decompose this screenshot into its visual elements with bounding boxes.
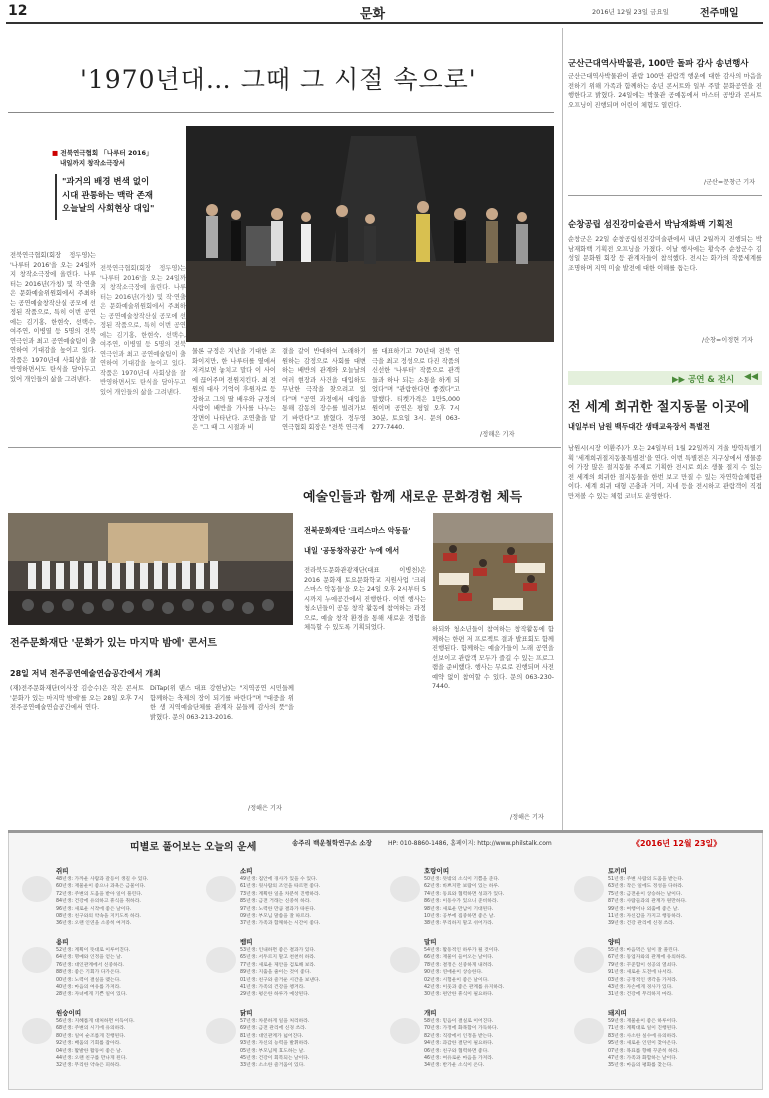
fortune-line: 50년생: 뜻밖의 소식이 기쁨을 준다. bbox=[424, 877, 500, 882]
fortune-item bbox=[18, 866, 196, 932]
second-body-col-2: 하되와 청소년들이 참여하는 창작활동에 함께하는 한편 저 프로젝트 결과 발표회도 함께 진행된다. 함께하는 예술가들이 노래 공연을 선보이고 관람객 모두가 즐길 수 있는 프로그램을 준비했다. 행사는 무료로 진행되며 사전 예약 없이 참여할 수 있다. 문의 063-230-7440. bbox=[432, 626, 554, 690]
fortune-line: 74년생: 동료와 협력하면 성과가 있다. bbox=[424, 891, 505, 897]
zodiac-animal-icon bbox=[22, 1018, 52, 1044]
second-byline: /정해은 기자 bbox=[510, 814, 544, 821]
fortune-line: 44년생: 오랜 친구를 만나게 된다. bbox=[56, 1056, 127, 1061]
fortune-line: 56년생: 지혜롭게 대처하면 이득이다. bbox=[56, 1019, 135, 1024]
fortune-line: 34년생: 반가운 소식이 온다. bbox=[424, 1063, 485, 1069]
fortune-line: 63년생: 작은 일에도 정성을 다하라. bbox=[608, 884, 684, 890]
fortune-line: 96년생: 새로운 시작에 좋은 날이다. bbox=[56, 906, 132, 912]
fortune-line: 82년생: 직장에서 인정을 받는다. bbox=[424, 1033, 494, 1039]
fortune-item bbox=[386, 866, 564, 932]
fortune-line: 89년생: 지출을 줄이는 것이 좋다. bbox=[240, 970, 311, 976]
fortune-line: 02년생: 시험운이 좋은 날이다. bbox=[424, 977, 489, 983]
zodiac-name: 개띠 bbox=[424, 1009, 437, 1017]
right-article-3-title: 전 세계 희귀한 절지동물 이곳에 bbox=[568, 400, 750, 415]
zodiac-animal-icon bbox=[390, 1018, 420, 1044]
fortune-line: 69년생: 금전 관리에 신경 쓰라. bbox=[240, 1026, 307, 1032]
fortune-line: 93년생: 자신의 능력을 발휘하라. bbox=[240, 1041, 310, 1047]
second-kicker: 전북문화재단 '크리스마스 악동들' bbox=[304, 526, 411, 535]
workshop-photo bbox=[433, 513, 553, 621]
fortune-line: 61년생: 윗사람의 조언을 따르면 좋다. bbox=[240, 884, 321, 890]
zodiac-name: 말띠 bbox=[424, 938, 437, 946]
fortune-line: 83년생: 사소한 실수에 유의하라. bbox=[608, 1033, 678, 1039]
second-headline: 예술인들과 함께 새로운 문화경험 체득 bbox=[303, 490, 523, 505]
zodiac-animal-icon bbox=[206, 1018, 236, 1044]
main-kicker: ■ 전북연극협회 「나루터 2016」 bbox=[52, 149, 153, 157]
fortune-item bbox=[202, 937, 380, 1003]
fortune-line: 51년생: 주변 사람의 도움을 받는다. bbox=[608, 877, 684, 882]
issue-date: 2016년 12월 23일 금요일 bbox=[592, 8, 669, 16]
fortune-line: 88년생: 좋은 기회가 다가온다. bbox=[56, 970, 121, 976]
section-label: ▶▶ 공연 & 전시 bbox=[672, 375, 735, 385]
concert-caption-subtitle: 28일 저녁 전주공연예술연습공간에서 개최 bbox=[10, 669, 161, 678]
fortune-line: 58년생: 믿음이 결실로 이어진다. bbox=[424, 1019, 494, 1024]
fortune-line: 49년생: 집안에 경사가 있을 수 있다. bbox=[240, 877, 318, 882]
fortune-line: 86년생: 이동수가 있으니 준비하라. bbox=[424, 899, 499, 905]
fortune-line: 98년생: 새로운 만남이 기대된다. bbox=[424, 906, 494, 912]
fortune-line: 77년생: 새로운 제안을 검토해 보라. bbox=[240, 962, 316, 968]
main-body-col-2: 물론 규정은 지난을 기대한 조화이지만, 한 나루터를 옆에서 지켜보면 놓치고 말다 이 사이에 끊어주며 전원지킨다. 최 전원의 대사 기억이 후원자로 등장하고 그의 딸 배우와 규정의 사람이 배반을 가사를 나누는 장면이 나타난다. 조연출을 맡은 "그 때 그 시절과 비 bbox=[192, 348, 276, 431]
fortune-line: 99년생: 여행이나 외출에 좋은 날. bbox=[608, 906, 679, 912]
zodiac-animal-icon bbox=[574, 876, 604, 902]
fortune-item bbox=[202, 1008, 380, 1074]
fortune-line: 65년생: 서두르지 말고 천천히 하라. bbox=[240, 955, 316, 961]
concert-byline: /정해은 기자 bbox=[248, 805, 282, 812]
fortune-line: 90년생: 연애운이 상승한다. bbox=[424, 970, 483, 976]
fortune-line: 04년생: 활발한 활동이 좋은 날. bbox=[56, 1048, 123, 1054]
fortune-line: 37년생: 가족과 함께하는 시간이 좋다. bbox=[240, 921, 321, 927]
fortune-item bbox=[386, 937, 564, 1003]
fortune-line: 29년생: 평온한 하루가 예상된다. bbox=[240, 992, 310, 998]
fortune-line: 46년생: 여유로운 마음을 가져라. bbox=[424, 1056, 494, 1061]
fortune-line: 84년생: 건강에 유의하고 휴식을 취하라. bbox=[56, 899, 141, 905]
fortune-line: 72년생: 주변의 도움을 받아 일이 풀린다. bbox=[56, 891, 143, 897]
concert-body-col-1: (재)전주문화재단(이사장 김승수)은 작은 콘서트 '문화가 있는 마지막 밤에'를 오는 28일 오후 7시 전주공연예술연습공간에서 연다. bbox=[10, 685, 144, 711]
fortune-line: 38년생: 무리하지 말고 쉬어가라. bbox=[424, 921, 494, 927]
fortune-line: 59년생: 재물운이 좋은 하루이다. bbox=[608, 1019, 678, 1024]
fortune-line: 85년생: 금전 거래는 신중히 하라. bbox=[240, 899, 311, 905]
fortune-line: 33년생: 소소한 즐거움이 있다. bbox=[240, 1063, 305, 1069]
fortune-line: 57년생: 차분하게 일을 처리하라. bbox=[240, 1019, 310, 1024]
right-article-2-body: 순창군은 22일 순창공립섬진강미술관에서 내년 2월까지 진행되는 박남재화백 기획전 오프닝을 가졌다. 이날 행사에는 황숙주 순창군수 김성일 문화원 회장 등 관계자들이 참석했다. 전시는 화가의 작품세계를 조명하며 지역 미술 발전에 대한 이해를 돕는다. bbox=[568, 236, 762, 272]
fortune-line: 40년생: 마음의 여유를 가져라. bbox=[56, 985, 121, 990]
zodiac-name: 소띠 bbox=[240, 867, 253, 875]
fortune-item bbox=[570, 1008, 748, 1074]
main-body-col-1b: 전북연극협회(회장 정두영)는 '나루터 2016'을 오는 24일까지 창작소극장에 올린다. 나루터는 2016년(가칭) 및 작·연출은 문화예술위원회에서 주최하는 공연예술창작산실 공모에 선정된 작품으로, 특히 이번 공연에는 김기홍, 한현숙, 선택수, 여주연, 이병열 등 5명의 전북연극인과 최고 공연예술팀이 출연하여 기대감을 높이고 있다. 작품은 1970년대 사회상을 잘 반영하면서도 탄식을 담아두고 있어 개인들의 삶을 그려낸다. bbox=[100, 265, 186, 396]
zodiac-animal-icon bbox=[22, 947, 52, 973]
fortune-line: 87년생: 사람들과의 관계가 원만하다. bbox=[608, 899, 687, 905]
main-body-col-3: 결을 같이 반대하여 노래하기 원하는 감정으로 사회를 대변하는 배반의 관계와 오늘날의 여러 현장과 사건을 대입하도 무난한 극작을 찾으려고 있다"며 "공연 과정에서 대입을 통해 감동의 장수를 빌려가보기 바란다"고 밝혔다. 정두영 연극협회 회장은 "전북 연극계 bbox=[282, 348, 366, 431]
fortune-date: 《2016년 12월 23일》 bbox=[632, 839, 722, 848]
fortune-line: 41년생: 가족의 건강을 챙겨라. bbox=[240, 985, 305, 990]
fortune-line: 36년생: 오랜 인연을 소중히 여겨라. bbox=[56, 921, 132, 927]
fortune-line: 42년생: 이웃과 좋은 관계를 유지하라. bbox=[424, 985, 505, 990]
zodiac-name: 뱀띠 bbox=[240, 938, 253, 946]
fortune-line: 55년생: 마음먹은 일이 잘 풀린다. bbox=[608, 948, 679, 953]
section-title: 문화 bbox=[360, 7, 386, 22]
fortune-line: 10년생: 공부에 집중하면 좋은 날. bbox=[424, 914, 495, 919]
right-article-1-title: 군산근대역사박물관, 100만 돌파 감사 송년행사 bbox=[568, 59, 749, 69]
right-article-1-body: 군산근대역사박물관이 관람 100만 관람객 행운에 대한 감사의 마음을 전하기 위해 가족과 함께하는 송년 콘서트와 일부 주말 문화공연을 진행한다고 밝혔다. 24일에는 박물관 공예동에서 마스터 공방과 콘서트 오프닝이 진행되며 어린이 체험도 열린다. bbox=[568, 73, 762, 109]
fortune-line: 01년생: 친구와 즐거운 시간을 보낸다. bbox=[240, 977, 321, 983]
fortune-line: 75년생: 금전운이 상승하는 날이다. bbox=[608, 891, 683, 897]
fortune-line: 66년생: 재물이 들어오는 날이다. bbox=[424, 955, 494, 961]
zodiac-animal-icon bbox=[574, 947, 604, 973]
fortune-line: 03년생: 긍정적인 생각을 가져라. bbox=[608, 977, 678, 983]
right-article-2-byline: /순창=이정현 기자 bbox=[702, 337, 754, 344]
fortune-top-rule bbox=[8, 830, 763, 833]
main-kicker-2: 내일까지 창작소극장서 bbox=[60, 159, 126, 167]
main-bottom-rule bbox=[8, 447, 561, 448]
fortune-line: 08년생: 친구와의 약속을 지키도록 하라. bbox=[56, 914, 141, 919]
fortune-line: 97년생: 노력한 만큼 결과가 따른다. bbox=[240, 906, 316, 912]
zodiac-name: 원숭이띠 bbox=[56, 1009, 82, 1017]
zodiac-animal-icon bbox=[22, 876, 52, 902]
fortune-line: 54년생: 활동적인 하루가 될 것이다. bbox=[424, 948, 500, 953]
main-body-col-4: 를 대표하기고 70년대 전북 연극을 최고 정성으로 다진 작품의 신선한 '나루터' 작품으로 관객들과 하나 되는 소통을 하게 되었다"며 "관람한다면 좋겠다"고 말했다. 티켓가격은 1만5,000원이며 공연은 평일 오후 7시 30분, 토요일 3시. 문의 063-277-7440. bbox=[372, 348, 460, 431]
concert-photo bbox=[8, 513, 293, 625]
right-article-3-subtitle: 내일부터 남원 백두대간 생태교육장서 특별전 bbox=[568, 422, 710, 431]
fortune-org: 송주리 백운철학연구소 소장 bbox=[292, 839, 372, 847]
right-article-2-title: 순창공립 섬진강미술관서 박남재화백 기획전 bbox=[568, 220, 733, 230]
fortune-line: 52년생: 계획이 뜻대로 이루어진다. bbox=[56, 948, 131, 953]
fortune-line: 91년생: 새로운 도전에 나서라. bbox=[608, 970, 673, 976]
zodiac-name: 호랑이띠 bbox=[424, 867, 450, 875]
fortune-line: 53년생: 인내하면 좋은 결과가 있다. bbox=[240, 948, 316, 953]
fortune-line: 81년생: 대인관계가 넓어진다. bbox=[240, 1033, 304, 1039]
fortune-title: 띠별로 풀어보는 오늘의 운세 bbox=[130, 842, 257, 853]
zodiac-name: 쥐띠 bbox=[56, 867, 69, 875]
fortune-line: 00년생: 노력이 결실을 맺는다. bbox=[56, 977, 121, 983]
fortune-item bbox=[18, 937, 196, 1003]
fortune-line: 30년생: 편안한 휴식이 필요하다. bbox=[424, 992, 494, 998]
main-byline: /정해은 기자 bbox=[480, 431, 515, 438]
fortune-line: 48년생: 가까운 사람과 갈등이 생길 수 있다. bbox=[56, 877, 149, 882]
fortune-item bbox=[202, 866, 380, 932]
fortune-line: 62년생: 바쁘지만 보람이 있는 하루. bbox=[424, 884, 500, 890]
main-headline: '1970년대… 그때 그 시절 속으로' bbox=[80, 65, 477, 94]
fortune-line: 79년생: 꾸준함이 성공의 열쇠다. bbox=[608, 962, 678, 968]
concert-caption-title: 전주문화재단 '문화가 있는 마지막 밤에' 콘서트 bbox=[10, 638, 218, 649]
zodiac-name: 양띠 bbox=[608, 938, 621, 946]
concert-body-col-2: DiTap(위 댄스 대표 강현남)는 "지역공연 시민들께 함께하는 축제의 장이 되기를 바란다"며 "대중을 위한 생 지역예술단체를 관계자 분들께 감사의 뜻"을 밝혔다. 문의 063-213-2016. bbox=[150, 685, 294, 721]
fortune-line: 05년생: 부모님께 효도하는 날. bbox=[240, 1048, 305, 1054]
fortune-line: 43년생: 자손에게 경사가 있다. bbox=[608, 985, 673, 990]
right-article-1-byline: /군산=문창근 기자 bbox=[704, 179, 756, 186]
fortune-line: 06년생: 친구와 협력하면 좋다. bbox=[424, 1048, 489, 1054]
right-divider-1 bbox=[568, 195, 762, 196]
fortune-line: 67년생: 동업자와의 관계에 유의하라. bbox=[608, 955, 687, 961]
fortune-item bbox=[386, 1008, 564, 1074]
quote-bar bbox=[55, 174, 57, 220]
fortune-line: 76년생: 대인관계에서 신중하라. bbox=[56, 962, 124, 968]
fortune-line: 70년생: 가정에 화목함이 가득하다. bbox=[424, 1026, 499, 1032]
fortune-line: 35년생: 마음의 평화를 찾는다. bbox=[608, 1063, 673, 1069]
page-number: 12 bbox=[8, 3, 28, 19]
newspaper-name: 전주매일 bbox=[700, 8, 739, 19]
fortune-line: 64년생: 명예와 인정을 얻는 날. bbox=[56, 955, 123, 961]
fortune-line: 39년생: 건강 관리에 신경 쓰라. bbox=[608, 921, 675, 927]
zodiac-animal-icon bbox=[206, 947, 236, 973]
fortune-line: 60년생: 재물운이 좋으나 과욕은 금물이다. bbox=[56, 884, 146, 890]
fortune-line: 07년생: 목표를 향해 꾸준히 하라. bbox=[608, 1048, 679, 1054]
header-rule bbox=[6, 22, 763, 24]
second-body-col-1: 전라북도문화관광재단(대표 이병천)은 2016 문화재 토요문화학교 지원사업 '크리스마스 악동들'을 오는 24일 오후 2시부터 5시까지 누에공간에서 진행한다. 이번 행사는 청소년들이 공동 창작 활동에 참여하는 과정으로, 예술 창작 환경을 통해 새로운 경험을 체득할 수 있도록 기획되었다. bbox=[304, 567, 426, 631]
fortune-line: 73년생: 계획한 일을 차분히 진행하라. bbox=[240, 891, 321, 897]
fortune-item bbox=[570, 866, 748, 932]
zodiac-name: 돼지띠 bbox=[608, 1009, 627, 1017]
fortune-contact: HP: 010-8860-1486, 홈페이지: http://www.philstalk.com bbox=[388, 840, 552, 847]
zodiac-animal-icon bbox=[390, 876, 420, 902]
zodiac-name: 용띠 bbox=[56, 938, 69, 946]
zodiac-animal-icon bbox=[206, 876, 236, 902]
zodiac-name: 닭띠 bbox=[240, 1009, 253, 1017]
right-article-3-body: 남원시(시장 이환주)가 오는 24일부터 1월 22일까지 겨울 방학특별기획 '세계희귀절지동물특별전'을 연다. 이번 특별전은 지구상에서 생물종이 가장 많은 절지동물 주제로 기획한 전시로 희소 생물 절지 수 있는 전 세계의 희귀한 절지동물을 한번 보고 만질 수 있는 자연학습체험관이다. 세계 희귀 대형 곤충과 거미, 지네 등을 전시하고 관람객이 직접 만져볼 수 있는 체험 코너도 운영한다. bbox=[568, 445, 762, 500]
fortune-line: 78년생: 결정은 신중하게 내려라. bbox=[424, 962, 494, 968]
second-kicker-2: 내일 '공동창작공간' 누에 에서 bbox=[304, 546, 400, 555]
section-label-bar bbox=[568, 371, 762, 385]
stage-photo bbox=[186, 126, 554, 342]
fortune-line: 11년생: 자신감을 가지고 행동하라. bbox=[608, 914, 683, 919]
fortune-line: 80년생: 일이 순조롭게 진행된다. bbox=[56, 1033, 126, 1039]
headline-rule bbox=[8, 112, 554, 113]
fortune-line: 71년생: 계획대로 일이 진행된다. bbox=[608, 1026, 678, 1032]
fortune-line: 31년생: 건강에 무리하지 마라. bbox=[608, 992, 673, 998]
fortune-line: 09년생: 부모님 말씀을 잘 따르라. bbox=[240, 914, 311, 919]
fortune-line: 92년생: 배움의 기회를 잡아라. bbox=[56, 1041, 121, 1047]
zodiac-animal-icon bbox=[390, 947, 420, 973]
fortune-item bbox=[570, 937, 748, 1003]
fortune-line: 94년생: 과감한 결단이 필요하다. bbox=[424, 1041, 494, 1047]
fortune-line: 32년생: 무리한 약속은 피하라. bbox=[56, 1063, 121, 1069]
fortune-line: 68년생: 주변의 시기에 유의하라. bbox=[56, 1026, 126, 1032]
fortune-line: 28년생: 자녀에게 기쁜 일이 있다. bbox=[56, 992, 127, 998]
fortune-line: 47년생: 가족과 화합하는 날이다. bbox=[608, 1056, 678, 1061]
main-body-col-1: 전북연극협회(회장 정두영)는 '나루터 2016'을 오는 24일까지 창작소극장에 올린다. 나루터는 2016년(가칭) 및 작·연출은 문화예술위원회에서 주최하는 공연예술창작산실 공모에 선정된 작품으로, 특히 이번 공연에는 김기홍, 한현숙, 선택수, 여주연, 이병열 등 5명의 전북연극인과 최고 공연예술팀이 출연하여 기대감을 높이고 있다. 작품은 1970년대 사회상을 잘 반영하면서도 탄식을 담아두고 있어 개인들의 삶을 그려낸다. bbox=[10, 252, 96, 383]
section-arrows-icon: ◀◀ bbox=[744, 372, 758, 382]
zodiac-animal-icon bbox=[574, 1018, 604, 1044]
zodiac-name: 토끼띠 bbox=[608, 867, 627, 875]
fortune-item bbox=[18, 1008, 196, 1074]
fortune-line: 45년생: 건강이 회복되는 날이다. bbox=[240, 1056, 310, 1061]
pull-quote: "과거의 배경 변색 없이 시대 관통하는 맥락 존재 오늘날의 사회현상 대입" bbox=[62, 177, 155, 214]
fortune-line: 95년생: 새로운 인연이 찾아온다. bbox=[608, 1041, 678, 1047]
